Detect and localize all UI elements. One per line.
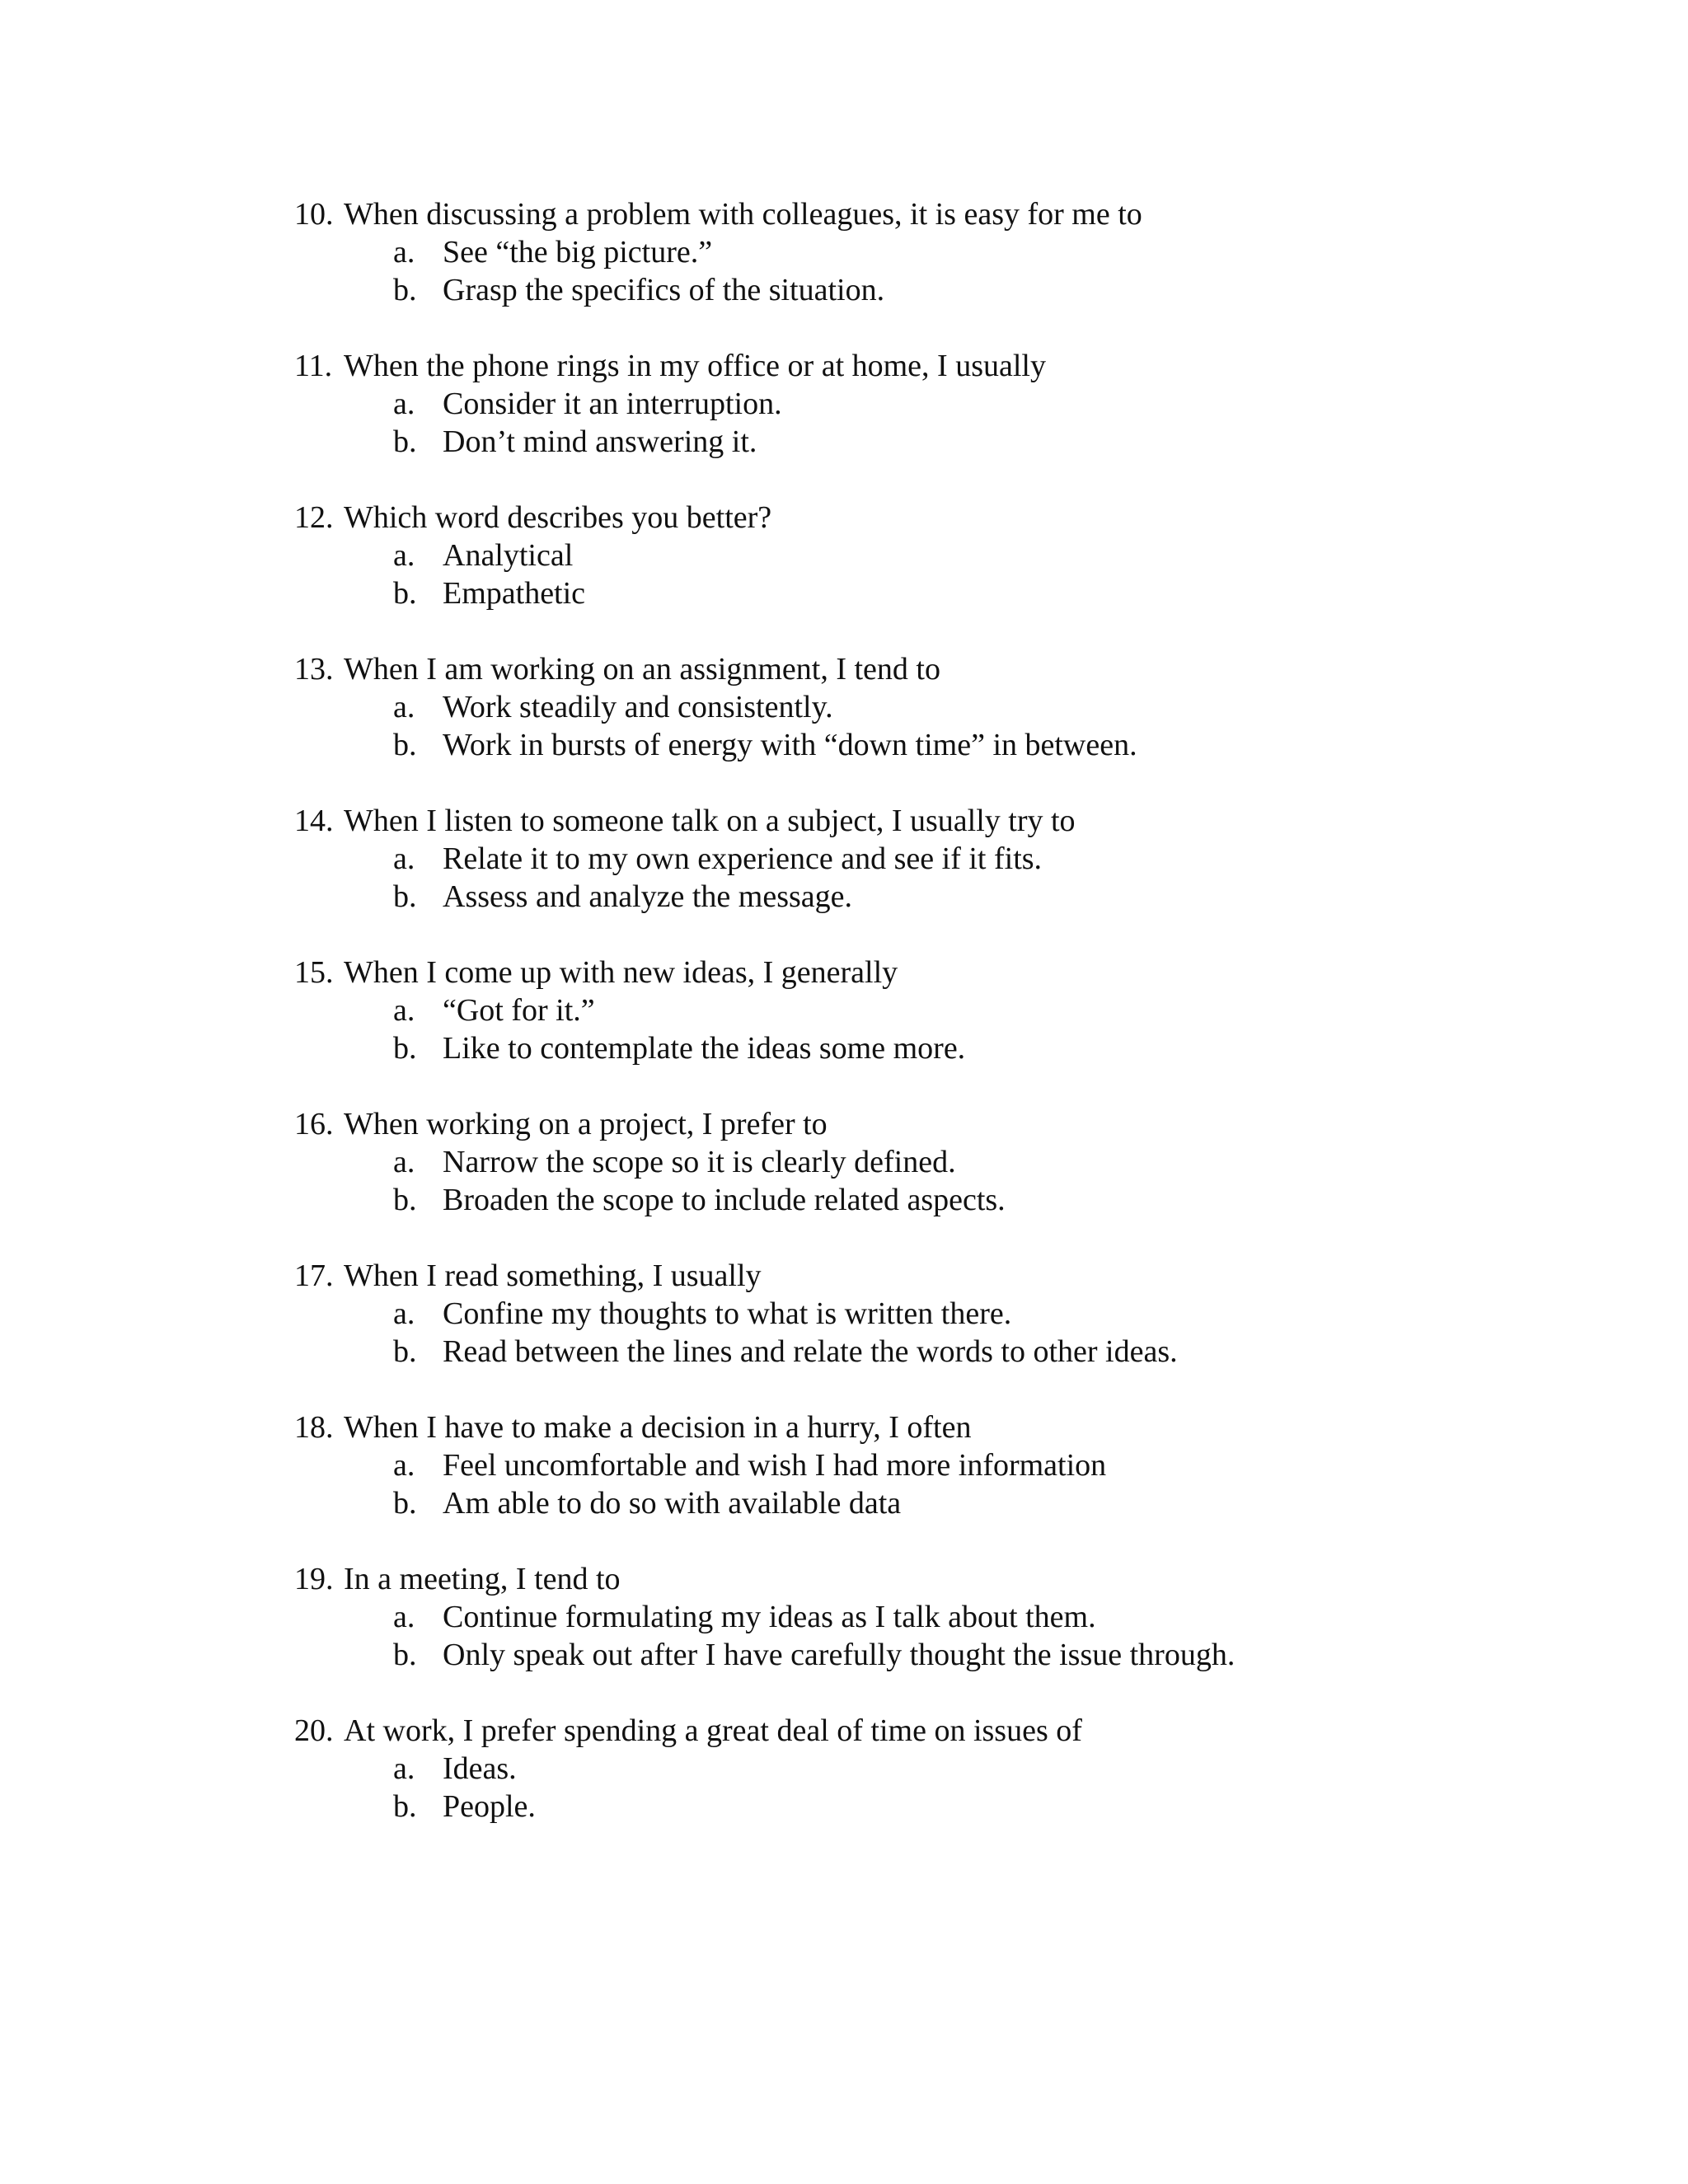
option-letter: b. bbox=[393, 728, 417, 762]
option-text: Empathetic bbox=[443, 576, 586, 611]
question-text: When working on a project, I prefer to bbox=[344, 1107, 828, 1141]
question-list bbox=[294, 195, 1613, 1863]
question-text: When I read something, I usually bbox=[344, 1258, 762, 1293]
question-18 bbox=[294, 1408, 1613, 1522]
question-number: 17. bbox=[294, 1258, 334, 1293]
question-number: 13. bbox=[294, 652, 334, 687]
option-b bbox=[294, 1029, 1613, 1067]
option-letter: a. bbox=[393, 387, 415, 421]
question-line bbox=[294, 1257, 1613, 1295]
option-text: Broaden the scope to include related aspects. bbox=[443, 1183, 1006, 1217]
option-text: Assess and analyze the message. bbox=[443, 879, 853, 914]
question-number: 20. bbox=[294, 1713, 334, 1748]
option-text: Narrow the scope so it is clearly defined. bbox=[443, 1145, 956, 1179]
question-number: 14. bbox=[294, 804, 334, 838]
question-number: 16. bbox=[294, 1107, 334, 1141]
option-letter: b. bbox=[393, 576, 417, 611]
question-line bbox=[294, 650, 1613, 688]
option-text: Only speak out after I have carefully thought the issue through. bbox=[443, 1638, 1236, 1672]
question-text: When I am working on an assignment, I tend to bbox=[344, 652, 940, 687]
option-letter: b. bbox=[393, 1334, 417, 1369]
option-letter: a. bbox=[393, 1600, 415, 1634]
question-line bbox=[294, 347, 1613, 385]
option-letter: a. bbox=[393, 538, 415, 573]
option-b bbox=[294, 1788, 1613, 1825]
option-text: Am able to do so with available data bbox=[443, 1486, 902, 1521]
option-letter: b. bbox=[393, 1031, 417, 1066]
question-line bbox=[294, 195, 1613, 233]
question-19 bbox=[294, 1560, 1613, 1674]
question-17 bbox=[294, 1257, 1613, 1371]
option-letter: b. bbox=[393, 1183, 417, 1217]
option-b bbox=[294, 423, 1613, 461]
question-15 bbox=[294, 954, 1613, 1067]
question-11 bbox=[294, 347, 1613, 461]
option-text: Don’t mind answering it. bbox=[443, 424, 757, 459]
question-line bbox=[294, 1712, 1613, 1750]
question-line bbox=[294, 499, 1613, 537]
option-a bbox=[294, 991, 1613, 1029]
option-letter: a. bbox=[393, 993, 415, 1028]
option-b bbox=[294, 574, 1613, 612]
option-text: People. bbox=[443, 1789, 536, 1824]
question-line bbox=[294, 1408, 1613, 1446]
question-10 bbox=[294, 195, 1613, 309]
option-letter: a. bbox=[393, 690, 415, 724]
option-a bbox=[294, 1750, 1613, 1788]
question-16 bbox=[294, 1105, 1613, 1219]
question-text: At work, I prefer spending a great deal of time on issues of bbox=[344, 1713, 1082, 1748]
option-b bbox=[294, 1181, 1613, 1219]
option-text: Feel uncomfortable and wish I had more information bbox=[443, 1448, 1107, 1483]
option-b bbox=[294, 1484, 1613, 1522]
option-letter: a. bbox=[393, 841, 415, 876]
option-a bbox=[294, 1446, 1613, 1484]
question-14 bbox=[294, 802, 1613, 916]
option-a bbox=[294, 688, 1613, 726]
question-text: When the phone rings in my office or at home, I usually bbox=[344, 349, 1046, 383]
option-a bbox=[294, 385, 1613, 423]
option-letter: a. bbox=[393, 1145, 415, 1179]
question-number: 18. bbox=[294, 1410, 334, 1445]
question-line bbox=[294, 954, 1613, 991]
question-text: Which word describes you better? bbox=[344, 500, 772, 535]
option-letter: a. bbox=[393, 235, 415, 269]
option-b bbox=[294, 878, 1613, 916]
option-a bbox=[294, 1143, 1613, 1181]
option-letter: b. bbox=[393, 879, 417, 914]
option-letter: a. bbox=[393, 1751, 415, 1786]
option-text: Like to contemplate the ideas some more. bbox=[443, 1031, 966, 1066]
option-text: Work in bursts of energy with “down time” in between. bbox=[443, 728, 1137, 762]
option-text: Read between the lines and relate the words to other ideas. bbox=[443, 1334, 1178, 1369]
option-text: Continue formulating my ideas as I talk about them. bbox=[443, 1600, 1096, 1634]
option-text: Analytical bbox=[443, 538, 574, 573]
option-text: Work steadily and consistently. bbox=[443, 690, 833, 724]
option-letter: b. bbox=[393, 1789, 417, 1824]
question-12 bbox=[294, 499, 1613, 612]
question-line bbox=[294, 802, 1613, 840]
question-number: 19. bbox=[294, 1562, 334, 1596]
question-line bbox=[294, 1560, 1613, 1598]
option-b bbox=[294, 726, 1613, 764]
option-text: “Got for it.” bbox=[443, 993, 595, 1028]
option-a bbox=[294, 840, 1613, 878]
question-text: When discussing a problem with colleagues, it is easy for me to bbox=[344, 197, 1142, 232]
option-letter: a. bbox=[393, 1448, 415, 1483]
question-text: When I have to make a decision in a hurry, I often bbox=[344, 1410, 972, 1445]
option-a bbox=[294, 1598, 1613, 1636]
option-a bbox=[294, 1295, 1613, 1333]
question-line bbox=[294, 1105, 1613, 1143]
option-b bbox=[294, 1333, 1613, 1371]
question-text: When I listen to someone talk on a subject, I usually try to bbox=[344, 804, 1076, 838]
option-text: Consider it an interruption. bbox=[443, 387, 782, 421]
option-text: Relate it to my own experience and see if it fits. bbox=[443, 841, 1043, 876]
option-a bbox=[294, 537, 1613, 574]
question-number: 12. bbox=[294, 500, 334, 535]
question-20 bbox=[294, 1712, 1613, 1825]
option-a bbox=[294, 233, 1613, 271]
question-13 bbox=[294, 650, 1613, 764]
option-letter: a. bbox=[393, 1296, 415, 1331]
option-b bbox=[294, 271, 1613, 309]
question-number: 15. bbox=[294, 955, 334, 990]
question-text: In a meeting, I tend to bbox=[344, 1562, 621, 1596]
question-number: 10. bbox=[294, 197, 334, 232]
option-text: Ideas. bbox=[443, 1751, 517, 1786]
question-number: 11. bbox=[294, 349, 333, 383]
option-text: Confine my thoughts to what is written there. bbox=[443, 1296, 1012, 1331]
option-text: See “the big picture.” bbox=[443, 235, 713, 269]
question-text: When I come up with new ideas, I generally bbox=[344, 955, 898, 990]
option-text: Grasp the specifics of the situation. bbox=[443, 273, 885, 307]
option-letter: b. bbox=[393, 424, 417, 459]
option-letter: b. bbox=[393, 1486, 417, 1521]
option-letter: b. bbox=[393, 273, 417, 307]
option-b bbox=[294, 1636, 1613, 1674]
option-letter: b. bbox=[393, 1638, 417, 1672]
